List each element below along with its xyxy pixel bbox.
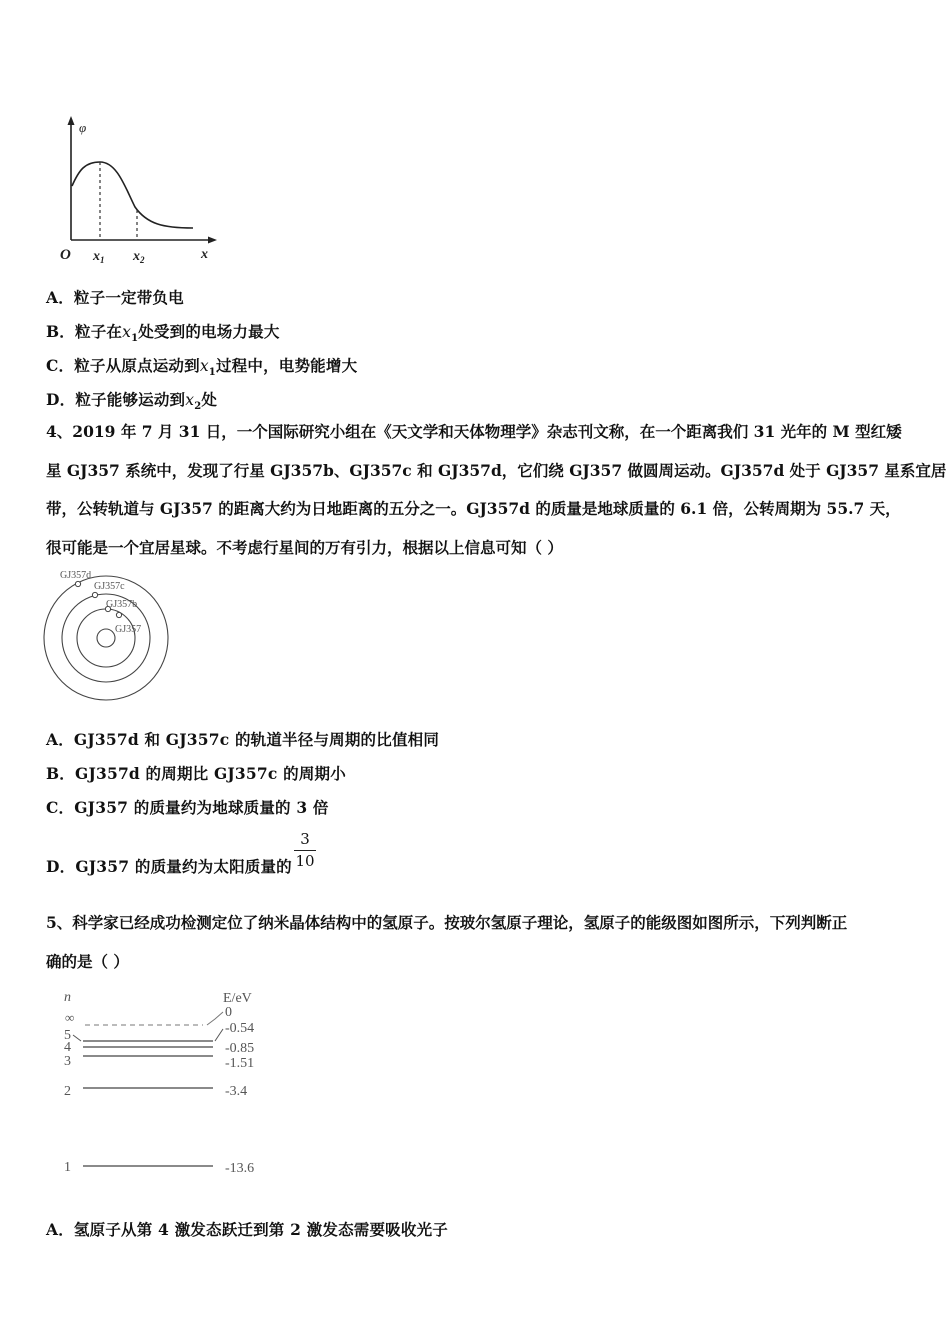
n-label-inf: ∞: [65, 1010, 75, 1025]
q4-stem-line-1: 4、2019 年 7 月 31 日，一个国际研究小组在《天文学和天体物理学》杂志刊文称，在一个距离我们 31 光年的 M 型红矮: [46, 422, 902, 441]
n-label-2: 2: [64, 1084, 71, 1099]
level-5: [73, 1035, 81, 1041]
e-label-1: -13.6: [225, 1161, 255, 1176]
phi-axis-label: φ: [79, 120, 87, 135]
energy-level-diagram: [55, 985, 285, 1180]
phi-curve: [72, 162, 193, 228]
orbit-label-gj357d: GJ357d: [60, 570, 92, 581]
q4-stem-line-2: 星 GJ357 系统中，发现了行星 GJ357b、GJ357c 和 GJ357d，它们绕 GJ357 做圆周运动。GJ357d 处于 GJ357 星系宜居: [46, 460, 947, 480]
q3-option-a: A．粒子一定带负电: [46, 288, 184, 307]
n-label-3: 3: [64, 1054, 71, 1069]
q4-option-c: C．GJ357 的质量约为地球质量的 3 倍: [46, 798, 329, 817]
q4-option-b: B．GJ357d 的周期比 GJ357c 的周期小: [46, 764, 346, 783]
q4-stem-line-3: 带，公转轨道与 GJ357 的距离大约为日地距离的五分之一。GJ357d 的质量是地球质量的 6.1 倍，公转周期为 55.7 天，: [46, 499, 901, 518]
n-label-1: 1: [64, 1160, 71, 1175]
e-label-0: 0: [225, 1005, 232, 1020]
q3-option-c: C．粒子从原点运动到$x_1$过程中，电势能增大: [46, 356, 358, 379]
q4-option-a: A．GJ357d 和 GJ357c 的轨道半径与周期的比值相同: [46, 730, 440, 749]
q3-option-b: B．粒子在$x_1$处受到的电场力最大: [46, 322, 280, 345]
orbit-label-gj357c: GJ357c: [94, 581, 125, 592]
fraction-denominator: 10: [295, 852, 315, 870]
origin-label: O: [60, 247, 71, 263]
e-label-4: -0.85: [225, 1041, 255, 1056]
x2-label: $x_2$: [133, 249, 145, 265]
q5-stem: [46, 904, 908, 981]
e-label-3: -1.51: [225, 1056, 255, 1071]
q5-option-a: A．氢原子从第 4 激发态跃迁到第 2 激发态需要吸收光子: [46, 1220, 448, 1239]
orbit-label-gj357b: GJ357b: [106, 599, 138, 610]
phi-x-graph: [55, 112, 225, 270]
e-label-5: -0.54: [225, 1021, 255, 1036]
x-axis-label: x: [201, 247, 208, 262]
x1-label: $x_1$: [93, 249, 105, 265]
n-label-4: 4: [64, 1040, 71, 1055]
q4-stem: [46, 413, 947, 567]
orbit-label-gj357: GJ357: [115, 624, 142, 635]
fraction-three-tenths: [294, 830, 316, 870]
q5-stem-line-1: 5、科学家已经成功检测定位了纳米晶体结构中的氢原子。按玻尔氢原子理论，氢原子的能级图如图所示，下列判断正: [46, 913, 848, 932]
n-label-5: 5: [64, 1028, 71, 1043]
orbit-diagram: [40, 564, 180, 704]
q4-stem-line-4: 很可能是一个宜居星球。不考虑行星间的万有引力，根据以上信息可知（ ）: [46, 537, 563, 557]
q4-option-d: D．GJ357 的质量约为太阳质量的: [46, 857, 292, 876]
e-label-2: -3.4: [225, 1084, 248, 1099]
fraction-numerator: 3: [294, 830, 316, 851]
e-header: E/eV: [223, 991, 252, 1006]
q3-option-d: D．粒子能够运动到$x_2$处: [46, 390, 218, 413]
q5-stem-line-2: 确的是（ ）: [46, 951, 129, 971]
n-header: n: [64, 990, 71, 1005]
